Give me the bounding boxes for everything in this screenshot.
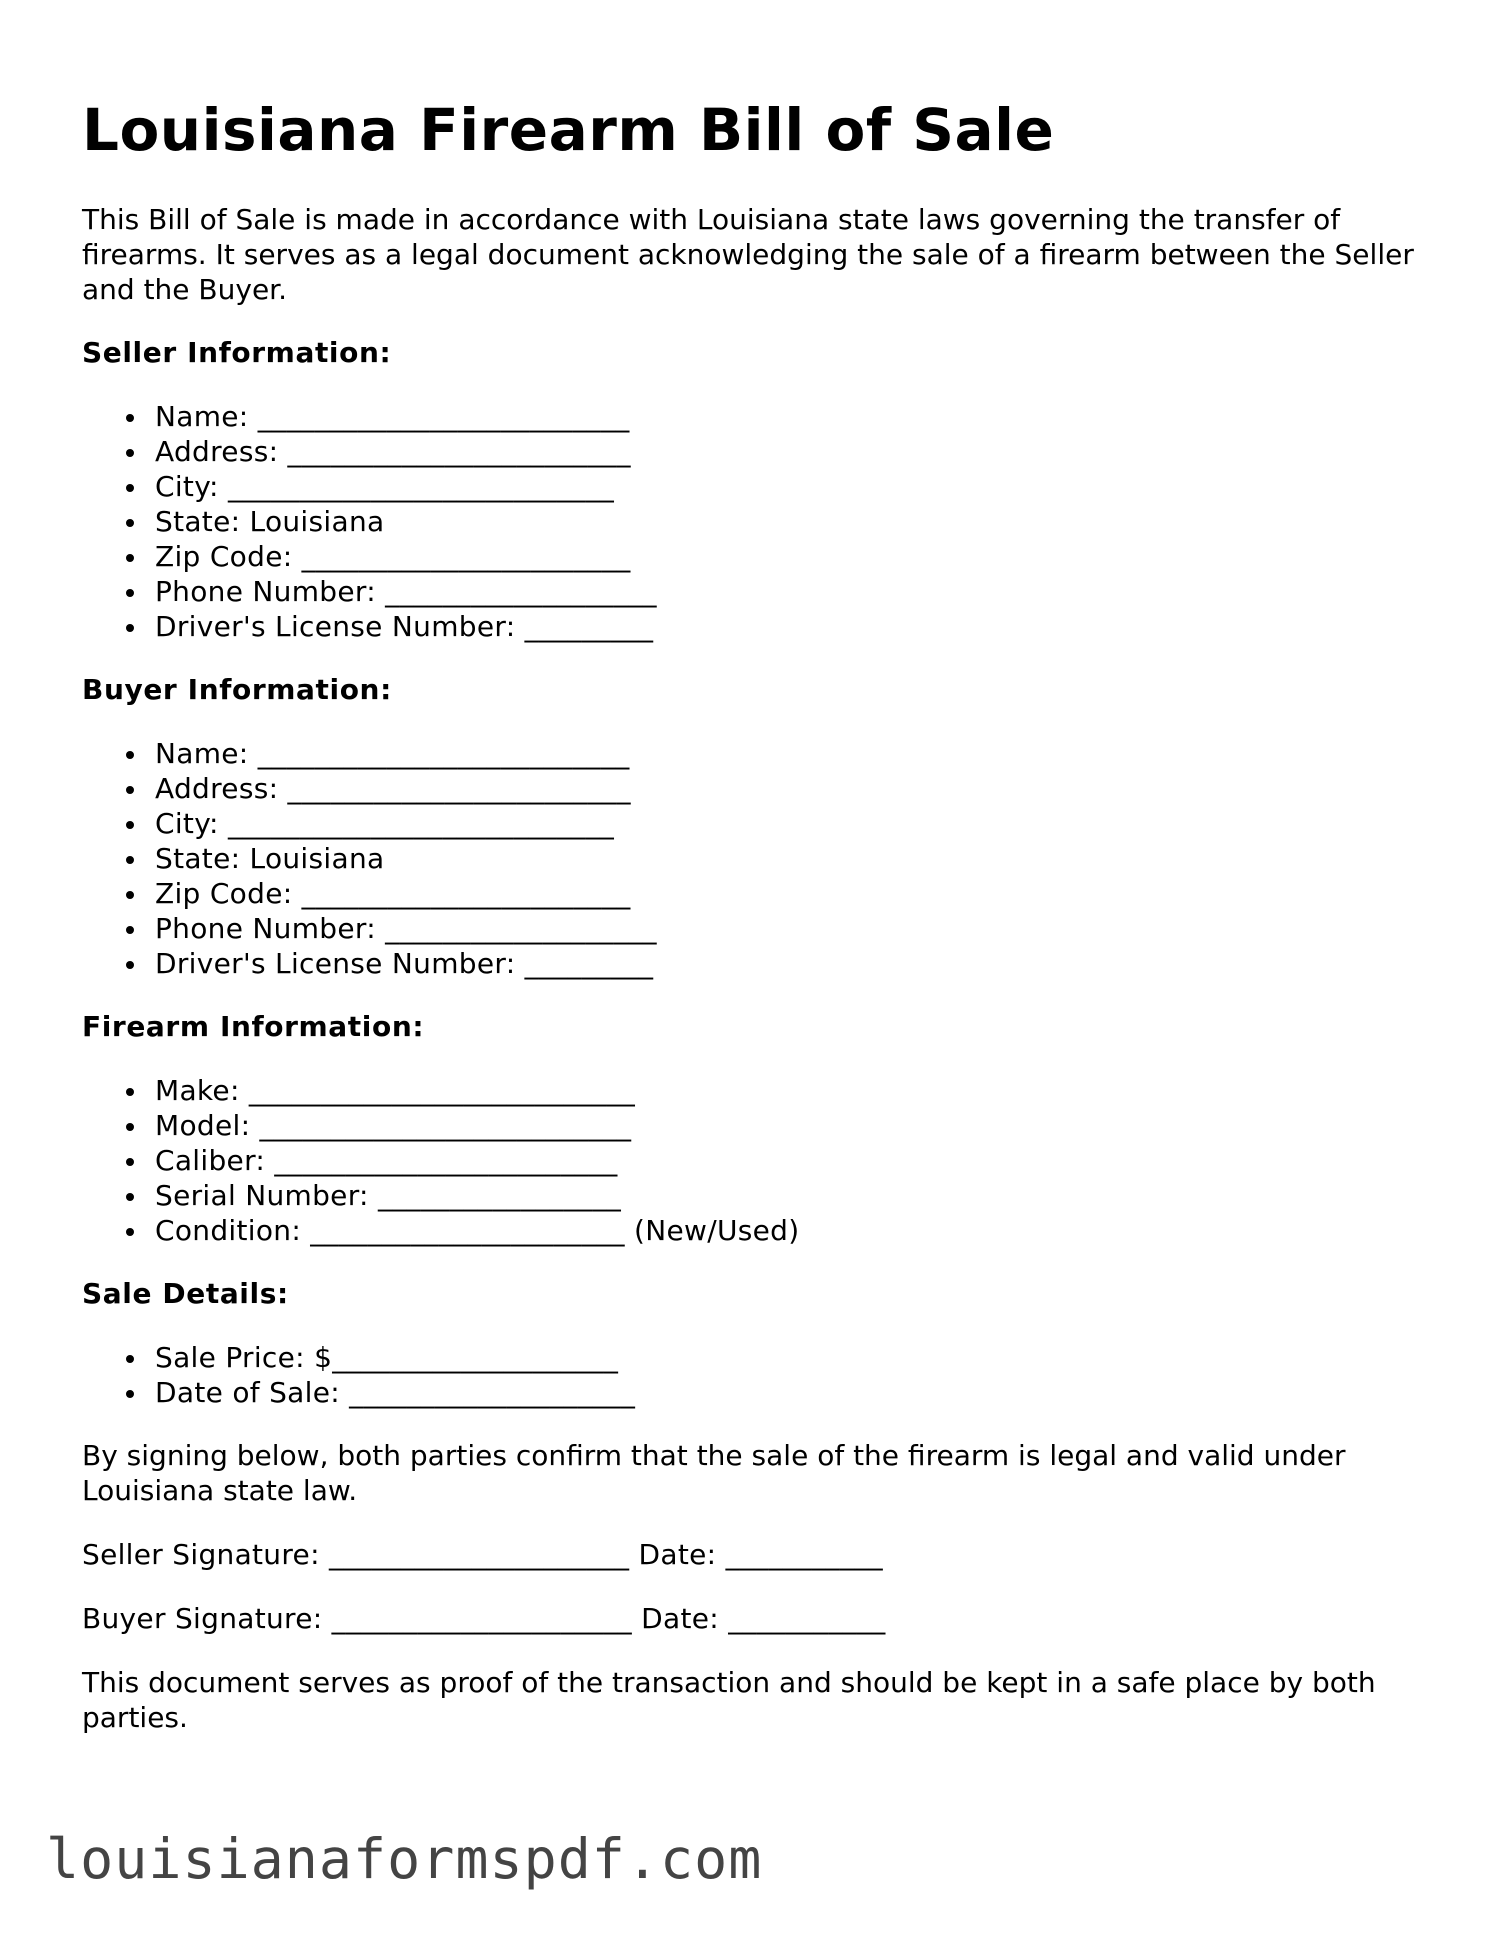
confirmation-paragraph: By signing below, both parties confirm that the sale of the firearm is legal and valid under Louisiana state law. <box>82 1438 1346 1507</box>
firearm-make-field: Make: ___________________________ <box>82 1073 1422 1108</box>
intro-paragraph: This Bill of Sale is made in accordance with Louisiana state laws governing the transfer of firearms. It serves as a legal document acknowledging the sale of a firearm between the Seller and the Buyer. <box>82 202 1414 306</box>
sale-details-list <box>82 1340 1422 1410</box>
seller-info-list <box>82 399 1422 644</box>
seller-heading: Seller Information: <box>82 335 392 369</box>
seller-zip-field: Zip Code: _______________________ <box>82 539 1422 574</box>
firearm-model-field: Model: __________________________ <box>82 1108 1422 1143</box>
buyer-signature-line: Buyer Signature: _____________________ Date: ___________ <box>82 1601 886 1635</box>
firearm-serial-field: Serial Number: _________________ <box>82 1178 1422 1213</box>
seller-city-field: City: ___________________________ <box>82 469 1422 504</box>
buyer-state-field: State: Louisiana <box>82 841 1422 876</box>
sale-price-field: Sale Price: $____________________ <box>82 1340 1422 1375</box>
buyer-name-field: Name: __________________________ <box>82 736 1422 771</box>
page-title: Louisiana Firearm Bill of Sale <box>82 96 1055 164</box>
buyer-info-list <box>82 736 1422 981</box>
seller-address-field: Address: ________________________ <box>82 434 1422 469</box>
buyer-zip-field: Zip Code: _______________________ <box>82 876 1422 911</box>
seller-phone-field: Phone Number: ___________________ <box>82 574 1422 609</box>
buyer-heading: Buyer Information: <box>82 672 392 706</box>
buyer-phone-field: Phone Number: ___________________ <box>82 911 1422 946</box>
firearm-condition-field: Condition: ______________________ (New/Used) <box>82 1213 1422 1248</box>
sale-date-field: Date of Sale: ____________________ <box>82 1375 1422 1410</box>
sale-heading: Sale Details: <box>82 1276 289 1310</box>
buyer-city-field: City: ___________________________ <box>82 806 1422 841</box>
firearm-caliber-field: Caliber: ________________________ <box>82 1143 1422 1178</box>
seller-state-field: State: Louisiana <box>82 504 1422 539</box>
watermark: louisianaformspdf.com <box>46 1827 763 1891</box>
firearm-heading: Firearm Information: <box>82 1009 425 1043</box>
seller-license-field: Driver's License Number: _________ <box>82 609 1422 644</box>
seller-signature-line: Seller Signature: _____________________ Date: ___________ <box>82 1537 883 1571</box>
document-page <box>82 96 1422 1735</box>
buyer-license-field: Driver's License Number: _________ <box>82 946 1422 981</box>
closing-paragraph: This document serves as proof of the transaction and should be kept in a safe place by both parties. <box>82 1665 1376 1734</box>
firearm-info-list <box>82 1073 1422 1248</box>
seller-name-field: Name: __________________________ <box>82 399 1422 434</box>
buyer-address-field: Address: ________________________ <box>82 771 1422 806</box>
